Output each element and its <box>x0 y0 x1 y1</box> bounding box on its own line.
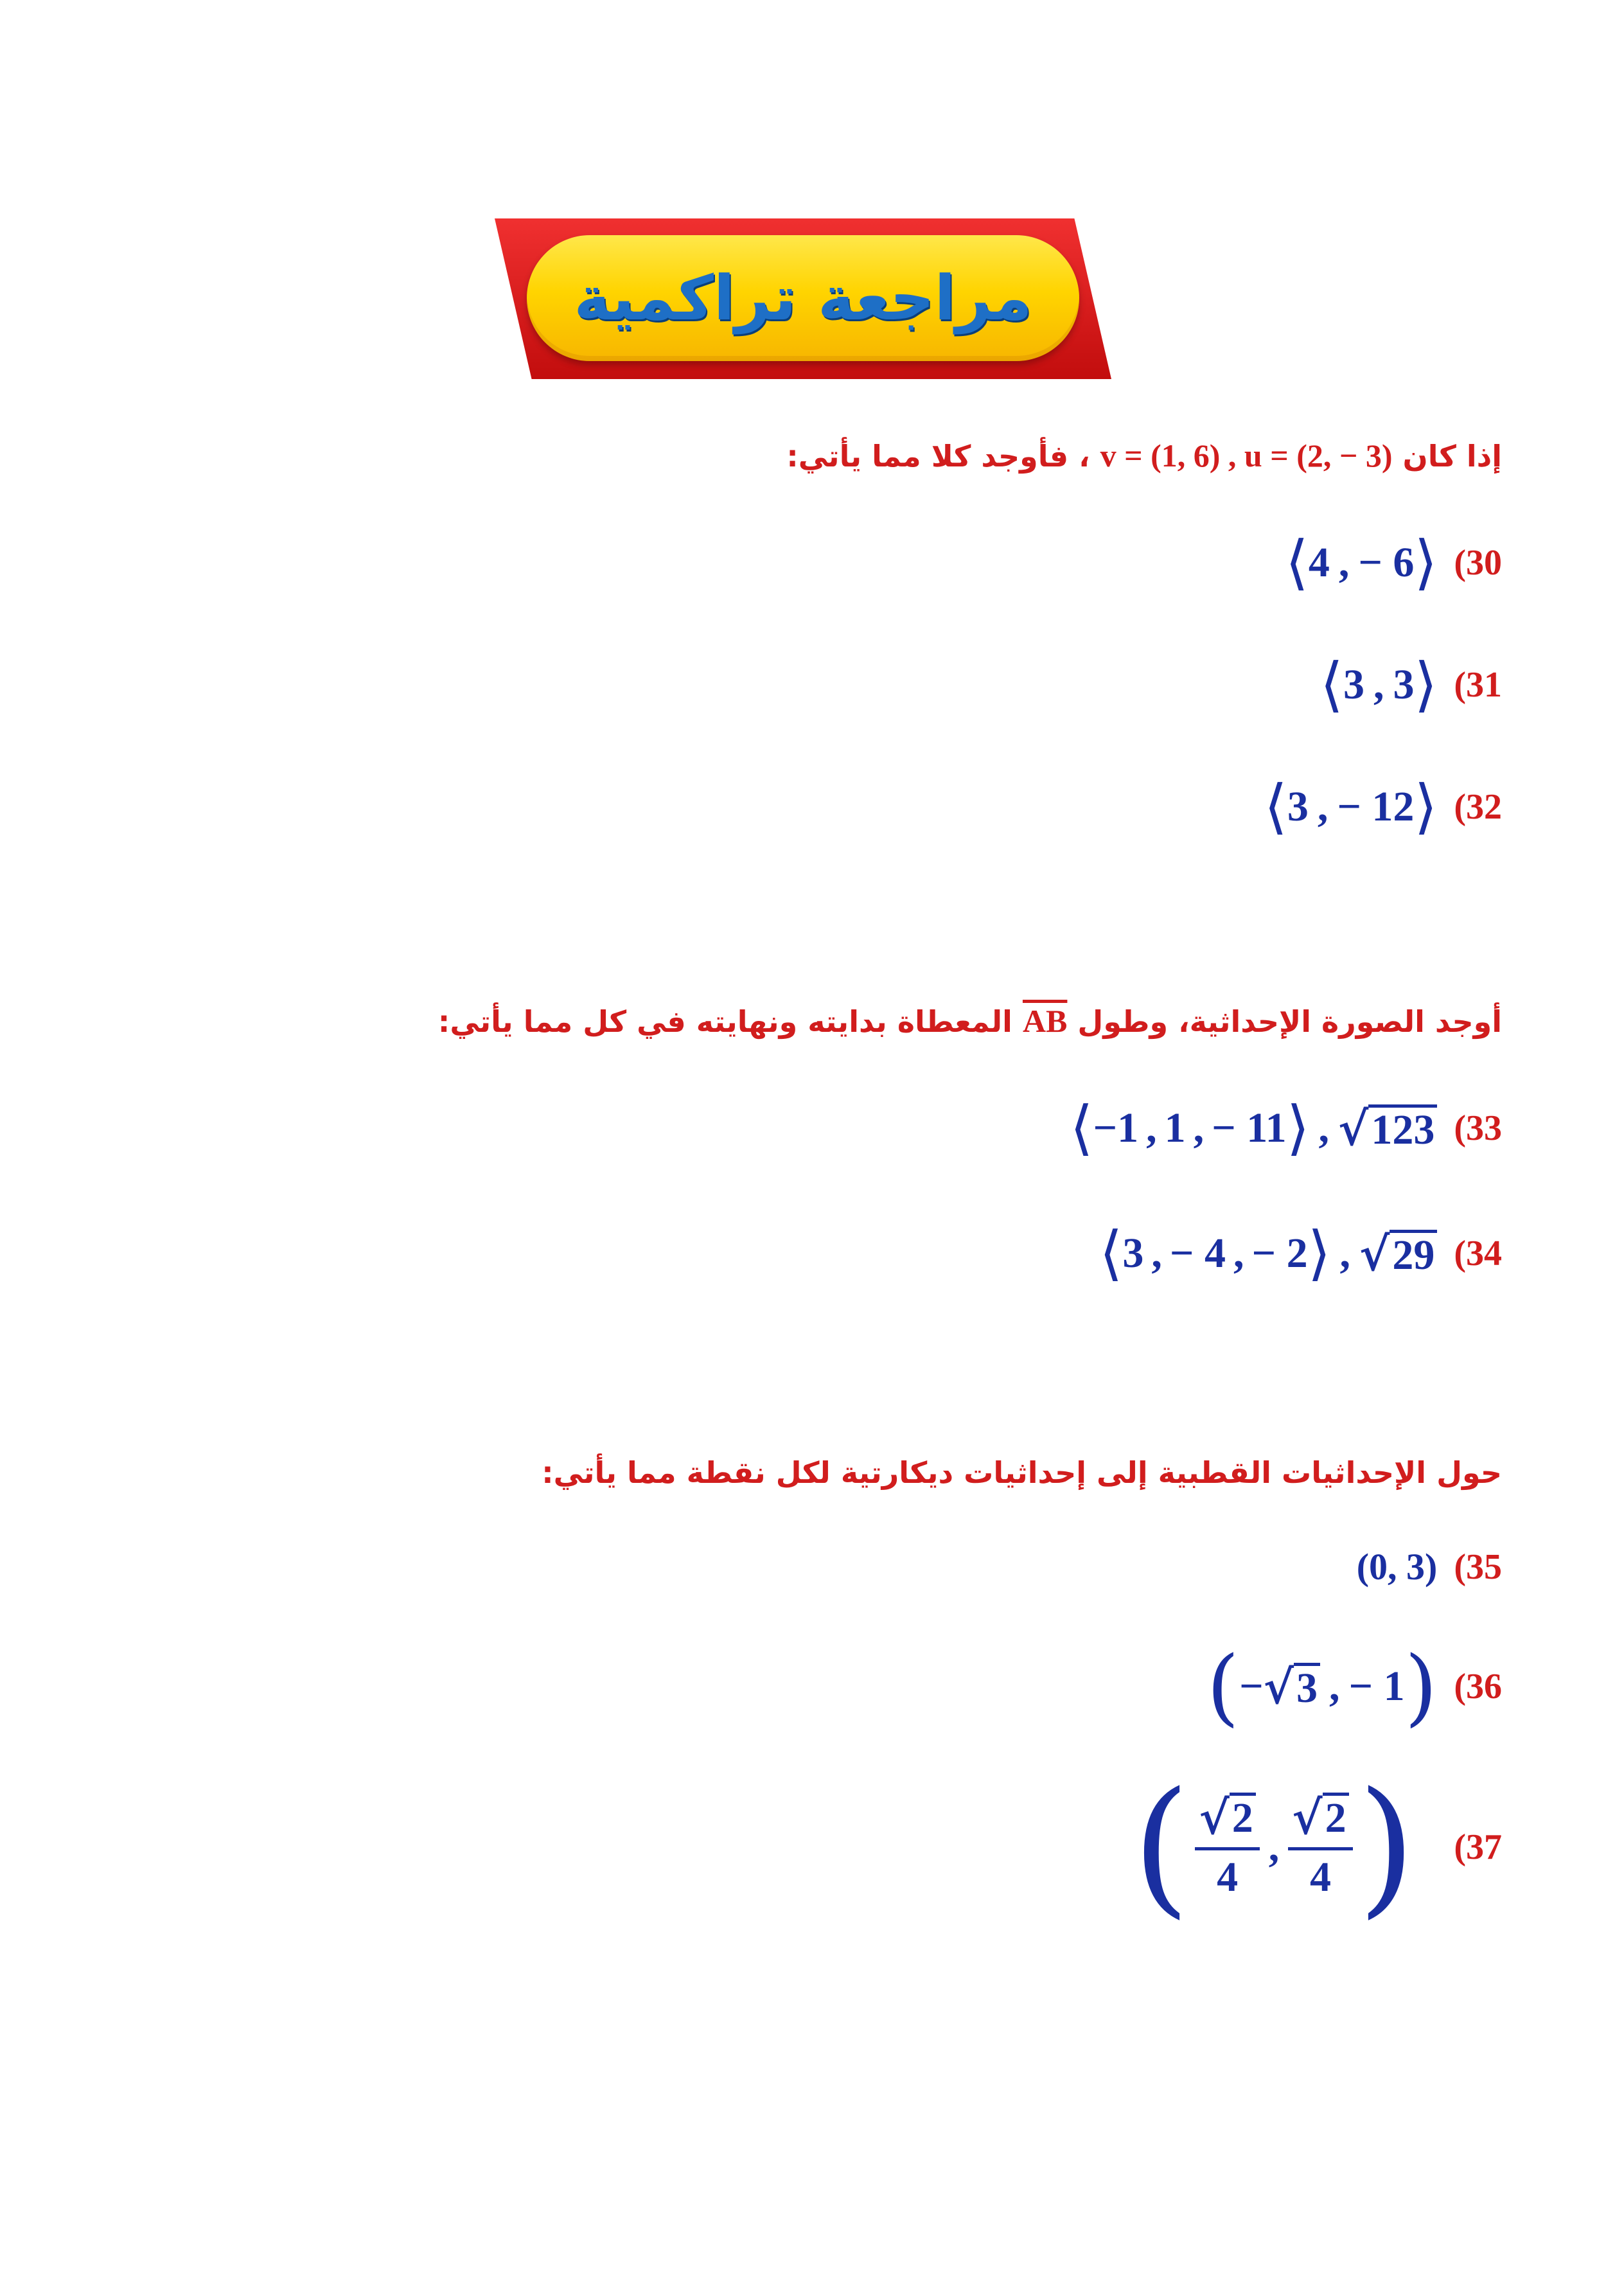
question-number: (32 <box>1454 787 1502 827</box>
separator: , <box>1373 661 1384 708</box>
question-number: (37 <box>1454 1827 1502 1867</box>
section1-heading-post: ، فأوجد كلا مما يأتي: <box>786 439 1090 474</box>
component-1: 3 <box>1287 783 1309 830</box>
fraction-2: √ 2 4 <box>1288 1793 1352 1901</box>
answer-point: ( √ 2 4 , √ 2 4 ) <box>1132 1761 1416 1933</box>
answer-32 <box>1264 772 1502 841</box>
radicand: 2 <box>1230 1793 1256 1840</box>
denominator: 4 <box>1217 1853 1239 1901</box>
answer-34 <box>1099 1219 1502 1288</box>
section2-heading-post: المعطاة بدايته ونهايته في كل مما يأتي: <box>437 1004 1012 1039</box>
square-root: √ 3 <box>1264 1663 1320 1710</box>
square-root: √ 123 <box>1338 1104 1437 1152</box>
question-number: (31 <box>1454 665 1502 705</box>
question-number: (33 <box>1454 1108 1502 1148</box>
segment-ab: $\overline{AB}$ <box>1022 1003 1068 1039</box>
component-2: − 1 <box>1348 1663 1405 1710</box>
component-2: 3 <box>1393 661 1415 708</box>
separator: , <box>1268 1823 1280 1870</box>
separator: , <box>1318 1104 1330 1151</box>
component-1: 4 <box>1308 539 1330 586</box>
separator: , <box>1338 539 1350 586</box>
answer-31 <box>1320 650 1502 719</box>
banner-title: مراجعة تراكمية <box>574 262 1032 334</box>
section1-heading <box>786 437 1502 474</box>
separator: , <box>1329 1663 1340 1710</box>
answer-point: (0, 3) <box>1356 1546 1438 1588</box>
section1-heading-math: v = (1, 6) , u = (2, − 3) <box>1100 438 1393 474</box>
square-root: √ 29 <box>1359 1230 1437 1277</box>
component-1: 3 <box>1122 1230 1144 1277</box>
question-number: (34 <box>1454 1234 1502 1273</box>
radicand: 29 <box>1390 1230 1437 1277</box>
component-1: 3 <box>1343 661 1364 708</box>
question-number: (36 <box>1454 1667 1502 1706</box>
answer-36 <box>1206 1638 1502 1735</box>
answer-37 <box>1132 1761 1502 1933</box>
answer-33 <box>1070 1094 1502 1162</box>
section1-heading-pre: إذا كان <box>1402 439 1502 474</box>
component-3: − 11 <box>1212 1104 1287 1151</box>
separator: , <box>1339 1230 1351 1277</box>
component-1: −1 <box>1093 1104 1139 1151</box>
answer-vector-and-length: ⟨ −1 , 1 , − 11 ⟩ , √ 123 <box>1070 1099 1438 1158</box>
radicand: 3 <box>1294 1663 1320 1710</box>
answer-30 <box>1285 528 1502 597</box>
section3-heading: حول الإحداثيات القطبية إلى إحداثيات ديكارتية لكل نقطة مما يأتي: <box>542 1455 1502 1490</box>
section-banner <box>488 212 1118 385</box>
separator: , <box>1317 783 1328 830</box>
answer-vector-and-length: ⟨ 3 , − 4 , − 2 ⟩ , √ 29 <box>1099 1224 1437 1283</box>
section2-heading-pre: أوجد الصورة الإحداثية، وطول <box>1077 1004 1502 1039</box>
answer-vector: ⟨ 3 , − 12 ⟩ <box>1264 772 1438 841</box>
denominator: 4 <box>1309 1853 1331 1901</box>
minus-sign: − <box>1239 1663 1264 1710</box>
answer-point: ( − √ 3 , − 1 ) <box>1206 1638 1438 1735</box>
component-3: − 2 <box>1251 1230 1308 1277</box>
answer-35 <box>1357 1545 1502 1588</box>
section2-heading <box>438 1002 1502 1040</box>
answer-vector: ⟨ 4 , − 6 ⟩ <box>1285 528 1438 597</box>
radicand: 123 <box>1368 1104 1437 1152</box>
banner-yellow-pill <box>527 235 1079 361</box>
answer-vector: ⟨ 3 , 3 ⟩ <box>1320 650 1438 719</box>
component-2: − 4 <box>1169 1230 1226 1277</box>
question-number: (30 <box>1454 543 1502 583</box>
component-2: − 6 <box>1358 539 1415 586</box>
component-2: 1 <box>1164 1104 1186 1151</box>
question-number: (35 <box>1454 1546 1502 1587</box>
radicand: 2 <box>1323 1793 1349 1840</box>
component-2: − 12 <box>1337 783 1415 830</box>
fraction-1: √ 2 4 <box>1195 1793 1259 1901</box>
